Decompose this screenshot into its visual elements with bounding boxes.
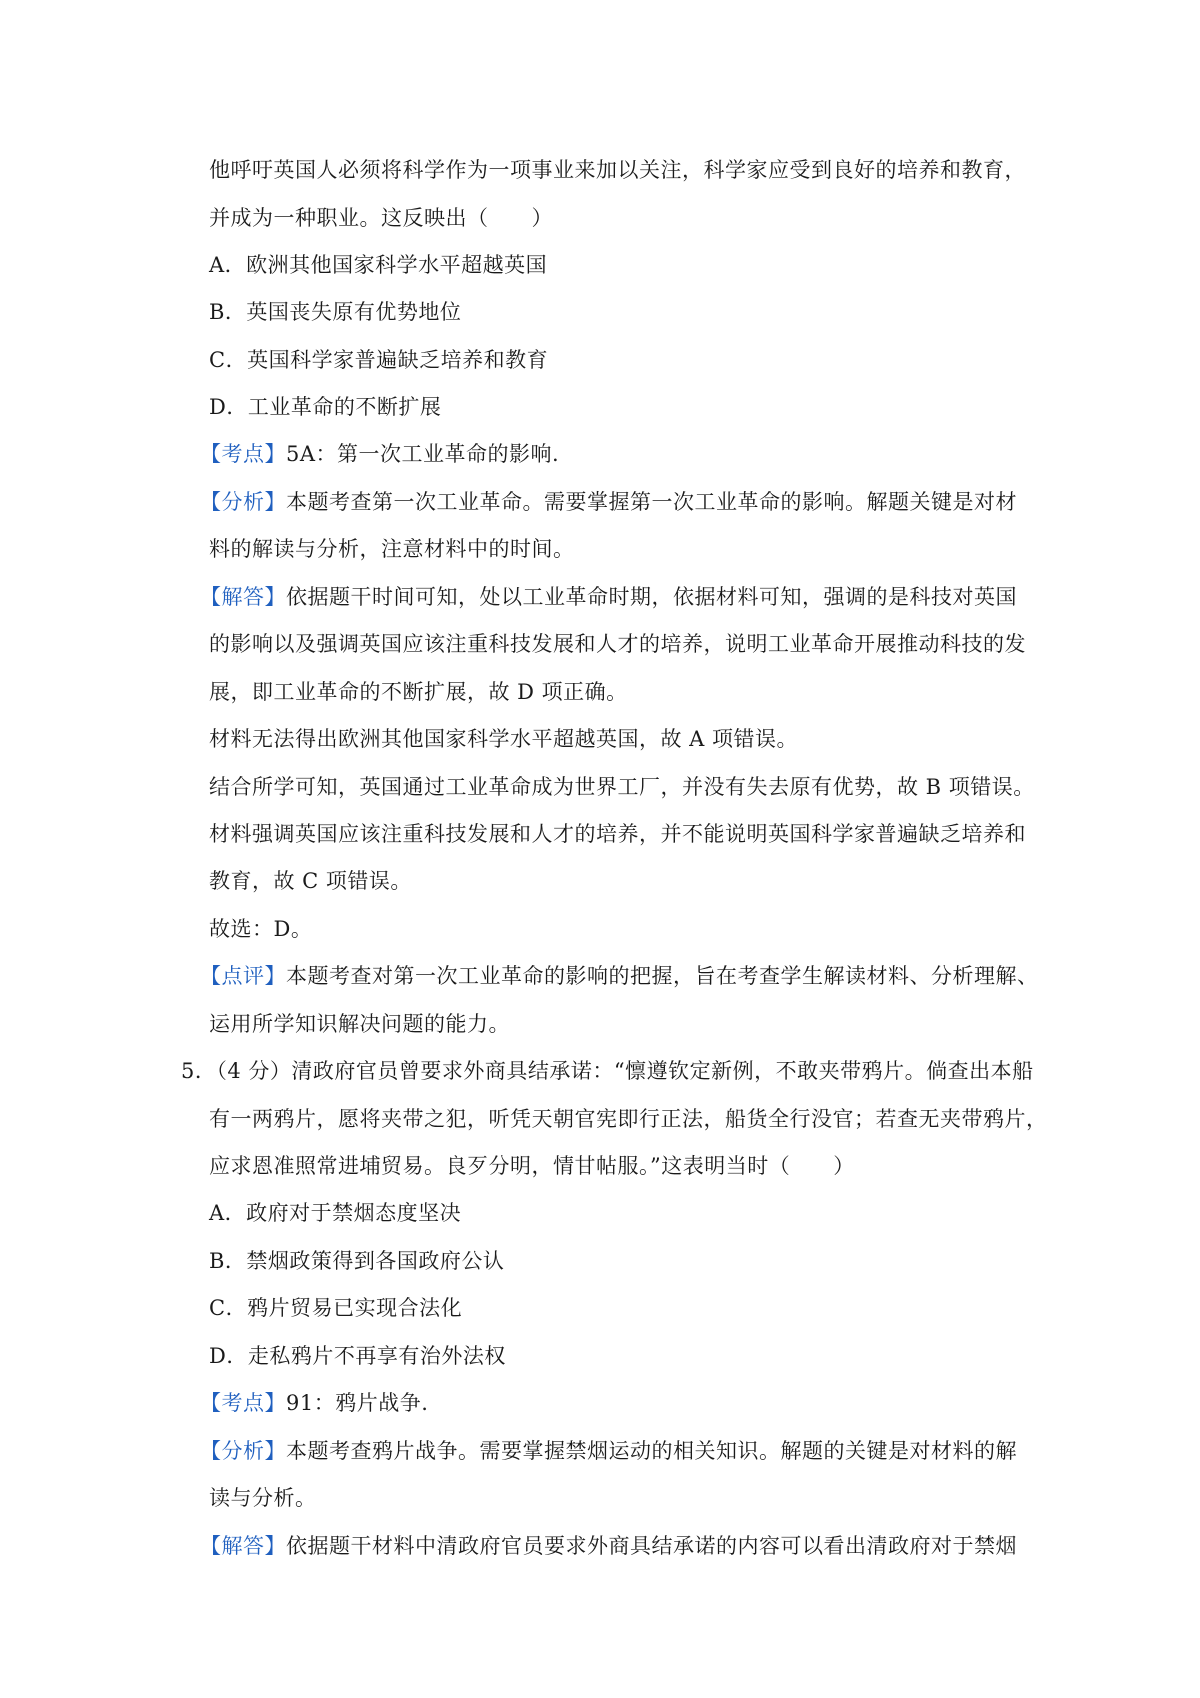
q5-option-d: D．走私鸦片不再享有治外法权 [209, 1344, 506, 1368]
kaodian-tag: 【考点】 [200, 442, 286, 466]
q4-stem-line-2: 并成为一种职业。这反映出（ ） [209, 206, 553, 230]
q4-jieda-line-3: 展，即工业革命的不断扩展，故 D 项正确。 [209, 680, 628, 704]
q4-dianping-line-1: 【点评】本题考查对第一次工业革命的影响的把握，旨在考查学生解读材料、分析理解、 [200, 964, 1039, 988]
kaodian-text: 5A：第一次工业革命的影响. [286, 442, 560, 466]
kaodian-tag: 【考点】 [200, 1391, 286, 1415]
q4-option-c: C．英国科学家普遍缺乏培养和教育 [209, 348, 549, 372]
q4-kaodian [200, 439, 559, 469]
q4-jieda-line-5: 结合所学可知，英国通过工业革命成为世界工厂，并没有失去原有优势，故 B 项错误。 [209, 775, 1035, 799]
q4-fenxi-line-2: 料的解读与分析，注意材料中的时间。 [209, 537, 575, 561]
q5-option-a: A．政府对于禁烟态度坚决 [209, 1201, 462, 1225]
q5-stem-line-2: 有一两鸦片，愿将夹带之犯，听凭天朝官宪即行正法，船货全行没官；若查无夹带鸦片， [209, 1107, 1048, 1131]
q5-fenxi-line-2: 读与分析。 [209, 1486, 317, 1510]
q4-option-b: B．英国丧失原有优势地位 [209, 300, 462, 324]
q4-stem-line-1: 他呼吁英国人必须将科学作为一项事业来加以关注，科学家应受到良好的培养和教育， [209, 158, 1026, 182]
fenxi-tag: 【分析】 [200, 1439, 286, 1463]
q5-kaodian [200, 1388, 428, 1418]
q4-dianping-line-2: 运用所学知识解决问题的能力。 [209, 1012, 510, 1036]
q4-jieda-line-2: 的影响以及强调英国应该注重科技发展和人才的培养，说明工业革命开展推动科技的发 [209, 632, 1026, 656]
q4-jieda-line-6: 材料强调英国应该注重科技发展和人才的培养，并不能说明英国科学家普遍缺乏培养和 [209, 822, 1026, 846]
q4-jieda-line-7: 教育，故 C 项错误。 [209, 869, 412, 893]
q4-jieda-line-8: 故选：D。 [209, 917, 313, 941]
jieda-tag: 【解答】 [200, 585, 286, 609]
q5-jieda-line-1: 【解答】依据题干材料中清政府官员要求外商具结承诺的内容可以看出清政府对于禁烟 [200, 1534, 1017, 1558]
q4-option-d: D．工业革命的不断扩展 [209, 395, 442, 419]
q4-option-a: A．欧洲其他国家科学水平超越英国 [209, 253, 548, 277]
q4-fenxi-line-1: 【分析】本题考查第一次工业革命。需要掌握第一次工业革命的影响。解题关键是对材 [200, 490, 1017, 514]
kaodian-text: 91：鸦片战争. [286, 1391, 429, 1415]
q5-fenxi-line-1: 【分析】本题考查鸦片战争。需要掌握禁烟运动的相关知识。解题的关键是对材料的解 [200, 1439, 1017, 1463]
q5-stem-line-3: 应求恩准照常进埔贸易。良歹分明，情甘帖服。”这表明当时（ ） [209, 1154, 855, 1178]
q5-stem-line-1: 5．（4 分）清政府官员曾要求外商具结承诺：“懔遵钦定新例，不敢夹带鸦片。倘查出本船 [181, 1059, 1034, 1083]
jieda-tag: 【解答】 [200, 1534, 286, 1558]
q5-option-b: B．禁烟政策得到各国政府公认 [209, 1249, 505, 1273]
dianping-tag: 【点评】 [200, 964, 286, 988]
q4-jieda-line-4: 材料无法得出欧洲其他国家科学水平超越英国，故 A 项错误。 [209, 727, 799, 751]
fenxi-tag: 【分析】 [200, 490, 286, 514]
q5-option-c: C．鸦片贸易已实现合法化 [209, 1296, 463, 1320]
q4-jieda-line-1: 【解答】依据题干时间可知，处以工业革命时期，依据材料可知，强调的是科技对英国 [200, 585, 1017, 609]
